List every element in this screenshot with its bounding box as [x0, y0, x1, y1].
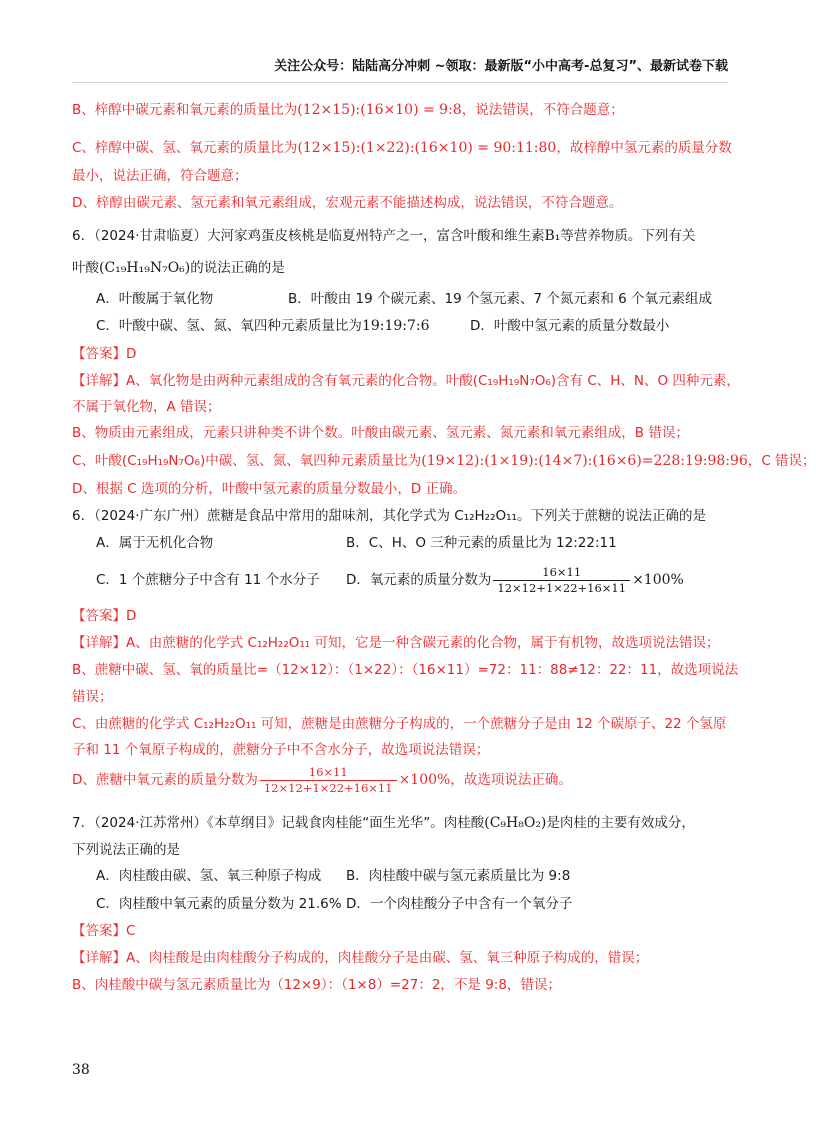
- fraction: [493, 565, 630, 596]
- detail-6b-2: B、蔗糖中碳、氢、氧的质量比=（12×12）：（1×22）：（16×11）=72：11：88≠12：22：11，故选项说法: [72, 662, 739, 678]
- option-d: D．叶酸中氢元素的质量分数最小: [470, 318, 670, 334]
- question-6a-options-ab: [96, 289, 756, 309]
- page-header: 关注公众号：陆陆高分冲刺 ~领取：最新版“小中高考-总复习”、最新试卷下载: [274, 59, 728, 74]
- text: 7．（2024·江苏常州）《本草纲目》记载食肉桂能“面生光华”。肉桂酸: [72, 815, 485, 831]
- question-7-stem-cont: 下列说法正确的是: [72, 842, 180, 858]
- formula: (C₁₉H₁₉N₇O₆): [99, 260, 191, 276]
- detail-6b-3: 错误；: [72, 689, 113, 705]
- detail-7-1: 【详解】A、肉桂酸是由肉桂酸分子构成的，肉桂酸分子是由碳、氢、氧三种原子构成的，错误；: [72, 950, 649, 966]
- text: B、梓醇中碳元素和氧元素的质量比为: [72, 102, 298, 118]
- explanation-c: [72, 138, 732, 158]
- formula: (12×15):(16×10) = 9:8: [297, 102, 462, 118]
- question-6a-stem: [72, 226, 732, 246]
- text: ，C 错误；: [747, 453, 816, 469]
- fraction: [260, 765, 397, 796]
- formula: ×100%: [398, 772, 451, 788]
- detail-6a-3: B、物质由元素组成，元素只讲种类不讲个数。叶酸由碳元素、氢元素、氮元素和氧元素组成，B 错误；: [72, 425, 689, 441]
- text: C、叶酸(C₁₉H₁₉N₇O₆)中碳、氢、氮、氧四种元素质量比为: [72, 453, 422, 469]
- answer-6b: 【答案】D: [72, 608, 137, 624]
- header-divider: [72, 82, 728, 83]
- formula: 19:19:7:6: [361, 318, 430, 334]
- answer-7: 【答案】C: [72, 923, 136, 939]
- text: 叶酸: [72, 260, 99, 276]
- text: 6．（2024·甘肃临夏）大河家鸡蛋皮核桃是临夏州特产之一，富含叶酸和维生素: [72, 228, 545, 244]
- formula: (19×12):(1×19):(14×7):(16×6)=228:19:98:96: [421, 453, 748, 469]
- text: ，故选项说法正确。: [450, 772, 572, 788]
- question-6a-options-cd: [96, 316, 756, 336]
- text: 的说法正确的是: [190, 260, 285, 276]
- option-c: C．肉桂酸中氧元素的质量分数为 21.6%: [96, 896, 342, 912]
- option-c: [96, 318, 430, 334]
- formula: (12×15):(1×22):(16×10) = 90:11:80: [297, 140, 557, 156]
- fraction-numerator: 16×11: [542, 564, 582, 579]
- question-6a-stem-cont: [72, 258, 732, 278]
- answer-6a: 【答案】D: [72, 346, 137, 362]
- fraction-denominator: 12×12+1×22+16×11: [260, 780, 397, 796]
- question-6b-options-ab: [96, 533, 756, 553]
- detail-6b-5: 子和 11 个氧原子构成的，蔗糖分子中不含水分子，故选项说法错误；: [72, 742, 490, 758]
- question-7-options-ab: [96, 866, 756, 886]
- option-d: [346, 560, 684, 600]
- text: 是肉桂的主要有效成分，: [546, 815, 695, 831]
- detail-6a-4: [72, 451, 816, 471]
- text: ，说法错误，不符合题意；: [461, 102, 624, 118]
- option-b: B．C、H、O 三种元素的质量比为 12:22:11: [346, 535, 617, 551]
- formula: (C₉H₈O₂): [484, 815, 547, 831]
- detail-6b-1: 【详解】A、由蔗糖的化学式 C₁₂H₂₂O₁₁ 可知，它是一种含碳元素的化合物，属于有机物，故选项说法错误；: [72, 635, 720, 651]
- option-a: A．属于无机化合物: [96, 535, 214, 551]
- question-6b-stem: 6．（2024·广东广州）蔗糖是食品中常用的甜味剂，其化学式为 C₁₂H₂₂O₁₁。下列关于蔗糖的说法正确的是: [72, 508, 706, 524]
- option-a: A．肉桂酸由碳、氢、氧三种原子构成: [96, 868, 322, 884]
- page-number: 38: [72, 1062, 90, 1078]
- detail-6b-6: [72, 760, 732, 800]
- option-a: A．叶酸属于氧化物: [96, 291, 214, 307]
- option-d: D．一个肉桂酸分子中含有一个氧分子: [346, 896, 573, 912]
- text: C、梓醇中碳、氢、氧元素的质量比为: [72, 140, 298, 156]
- option-b: B．叶酸由 19 个碳元素、19 个氢元素、7 个氮元素和 6 个氧元素组成: [288, 291, 713, 307]
- detail-6a-5: D、根据 C 选项的分析，叶酸中氢元素的质量分数最小，D 正确。: [72, 481, 467, 497]
- detail-6b-4: C、由蔗糖的化学式 C₁₂H₂₂O₁₁ 可知，蔗糖是由蔗糖分子构成的，一个蔗糖分子是由 12 个碳原子、22 个氢原: [72, 716, 727, 732]
- question-7-stem: [72, 813, 732, 833]
- text: D、蔗糖中氧元素的质量分数为: [72, 772, 258, 788]
- question-6b-options-cd: [96, 560, 756, 600]
- fraction-denominator: 12×12+1×22+16×11: [493, 580, 630, 596]
- detail-6a-2: 不属于氧化物，A 错误；: [72, 399, 221, 415]
- formula: B₁: [544, 228, 561, 244]
- fraction-numerator: 16×11: [308, 764, 348, 779]
- formula: ×100%: [632, 572, 684, 588]
- option-c: C．1 个蔗糖分子中含有 11 个水分子: [96, 572, 320, 588]
- option-b: B．肉桂酸中碳与氢元素质量比为 9:8: [346, 868, 571, 884]
- explanation-b: [72, 100, 732, 120]
- explanation-d: D、梓醇由碳元素、氢元素和氧元素组成，宏观元素不能描述构成，说法错误，不符合题意。: [72, 195, 623, 211]
- text: D．氧元素的质量分数为: [346, 572, 492, 588]
- text: C．叶酸中碳、氢、氮、氧四种元素质量比为: [96, 318, 362, 334]
- detail-7-2: B、肉桂酸中碳与氢元素质量比为（12×9）：（1×8）=27：2，不是 9:8，错误；: [72, 977, 561, 993]
- text: ，故梓醇中氢元素的质量分数: [556, 140, 732, 156]
- text: 等营养物质。下列有关: [560, 228, 696, 244]
- explanation-c-cont: 最小，说法正确，符合题意；: [72, 168, 248, 184]
- detail-6a-1: 【详解】A、氧化物是由两种元素组成的含有氧元素的化合物。叶酸(C₁₉H₁₉N₇O₆)含有 C、H、N、O 四种元素，: [72, 373, 740, 389]
- question-7-options-cd: [96, 894, 756, 914]
